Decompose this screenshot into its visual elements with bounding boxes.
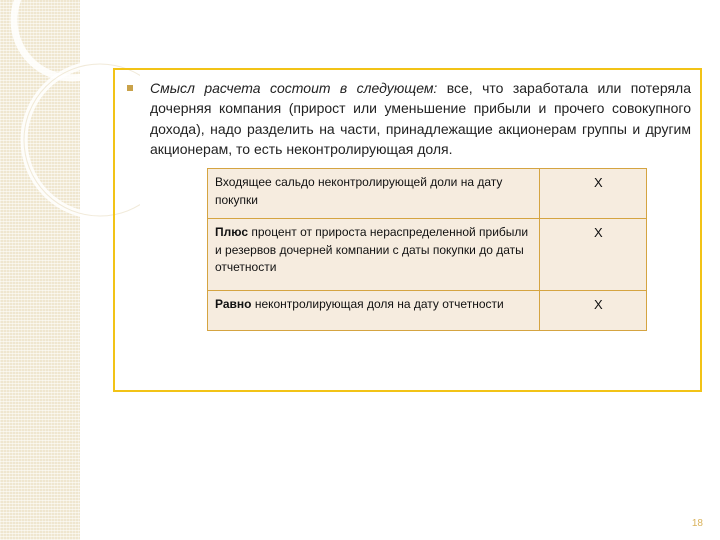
table-row: [208, 291, 646, 330]
table-cell-description: [208, 219, 540, 290]
row-description: процент от прироста нераспределенной прибыли и резервов дочерней компании с даты покупки до даты отчетности: [215, 225, 529, 274]
row-description: неконтролирующая доля на дату отчетности: [251, 297, 504, 311]
row-keyword: Равно: [215, 297, 252, 311]
table-row: [208, 219, 646, 291]
table-cell-value: X: [594, 225, 603, 240]
calculation-table: [207, 168, 647, 331]
table-cell-value: X: [594, 297, 603, 312]
table-cell-value: X: [594, 175, 603, 190]
bullet-body-text: все, что заработала или потеряла дочерняя компания (прирост или уменьшение прибыли и прочего совокупного дохода), надо разделить на части, принадлежащие акционерам группы и другим акционерам, то есть неконтролирующая доля.: [150, 80, 691, 158]
table-row: [208, 169, 646, 219]
square-bullet-icon: [127, 85, 133, 91]
table-cell-description: [208, 291, 540, 330]
page-number: 18: [691, 518, 703, 529]
bullet-lead-text: Смысл расчета состоит в следующем:: [150, 80, 438, 96]
row-description: Входящее сальдо неконтролирующей доли на дату покупки: [215, 175, 503, 207]
bullet-paragraph: [150, 78, 691, 160]
row-keyword: Плюс: [215, 225, 249, 239]
table-cell-description: [208, 169, 540, 218]
